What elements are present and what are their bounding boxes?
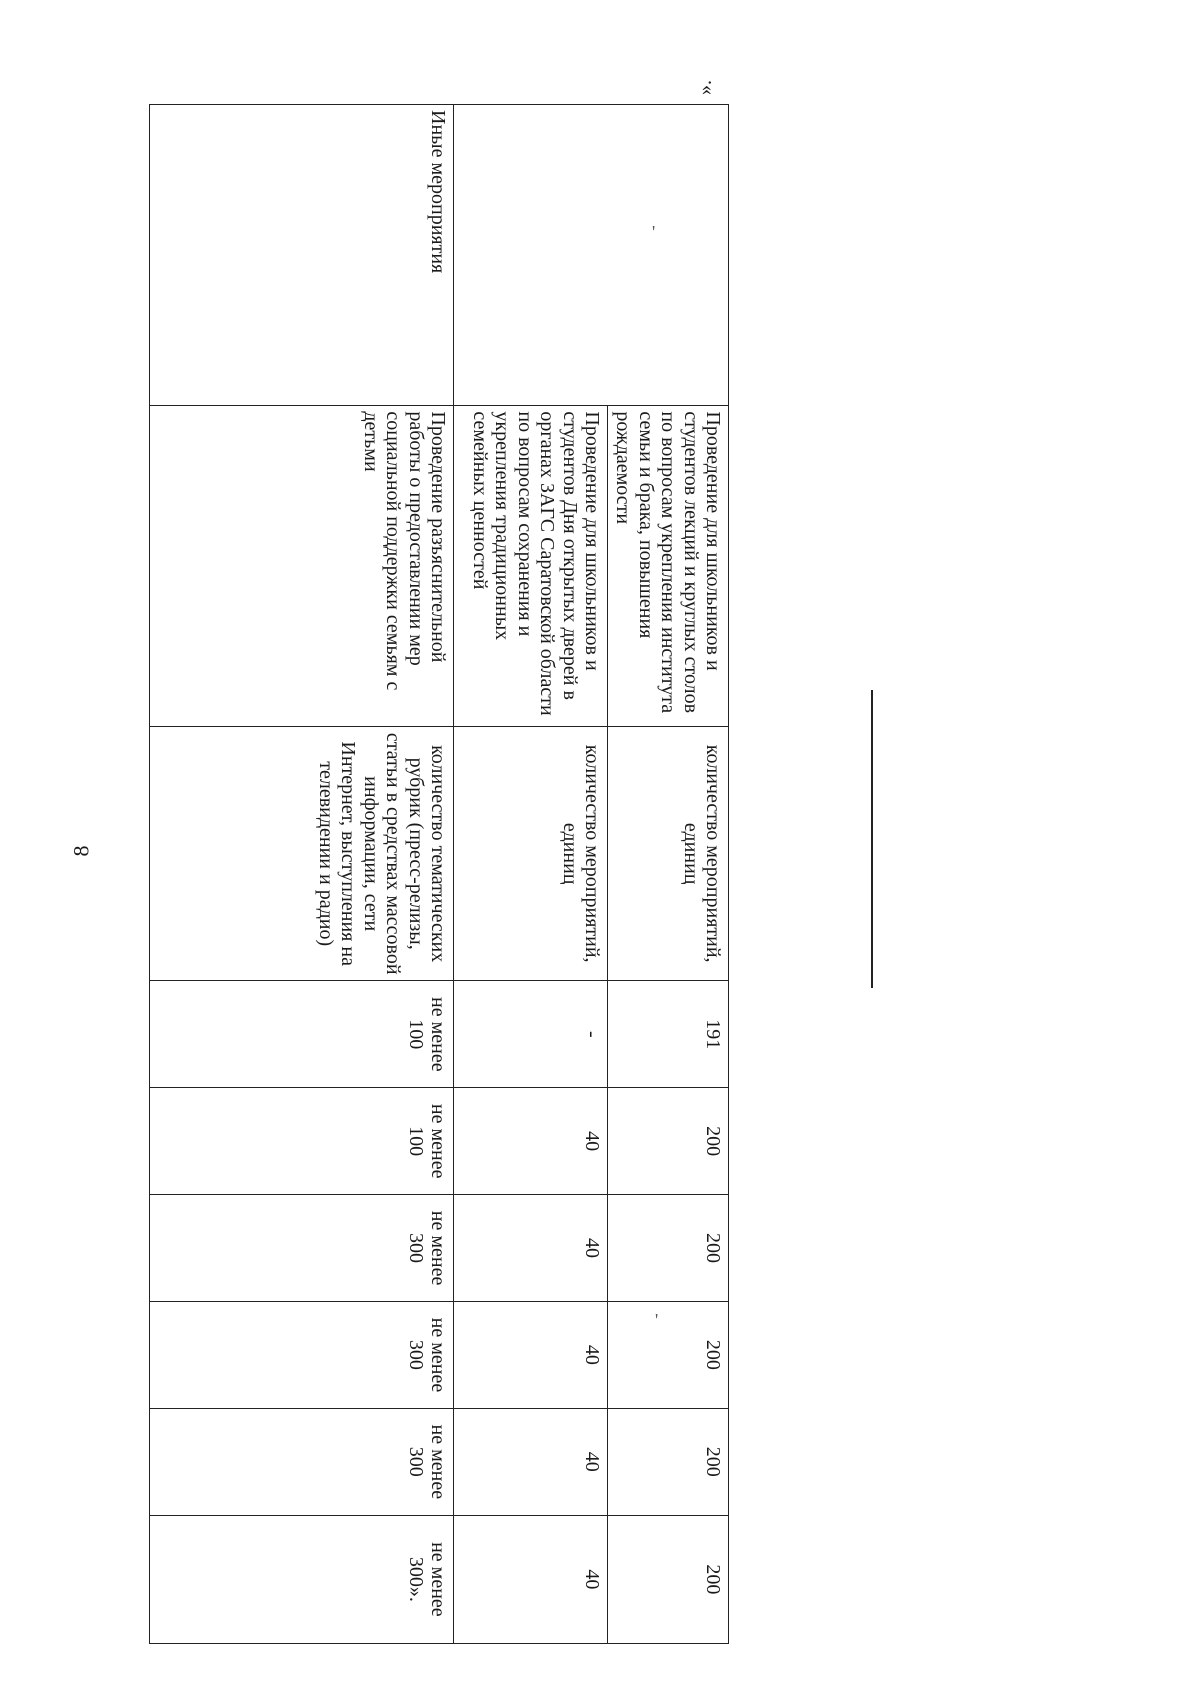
unit-cell: количество тематических рубрик (пресс-релизы, статьи в средствах массовой информации, сети Интернет, выступления на телевидении и радио) bbox=[150, 727, 454, 981]
rotated-table-container bbox=[167, 104, 729, 1644]
value-cell: 200 bbox=[608, 1301, 729, 1408]
unit-cell: количество мероприятий, единиц bbox=[454, 727, 608, 981]
value-cell: 40 bbox=[454, 1195, 608, 1302]
scan-artifact: ' bbox=[655, 1310, 659, 1330]
unit-cell: количество мероприятий, единиц bbox=[608, 727, 729, 981]
value-cell: 40 bbox=[454, 1301, 608, 1408]
value-cell: 200 bbox=[608, 1515, 729, 1643]
value-cell: не менее 100 bbox=[150, 1088, 454, 1195]
event-cell: Проведение разъяснительной работы о предоставлении мер социальной поддержки семьям с детьми bbox=[150, 406, 454, 727]
value-cell: 191 bbox=[608, 981, 729, 1088]
value-cell: не менее 100 bbox=[150, 981, 454, 1088]
events-table bbox=[149, 104, 729, 1644]
value-cell: 40 bbox=[454, 1408, 608, 1515]
value-cell: 200 bbox=[608, 1088, 729, 1195]
value-cell: не менее 300 bbox=[150, 1195, 454, 1302]
table-row bbox=[150, 105, 454, 1644]
event-cell: Проведение для школьников и студентов лекций и круглых столов по вопросам укрепления института семьи и брака, повышения рождаемости bbox=[608, 406, 729, 727]
value-cell: 40 bbox=[454, 1088, 608, 1195]
value-cell: 200 bbox=[608, 1408, 729, 1515]
scan-artifact: ' bbox=[652, 222, 656, 242]
section-cell bbox=[454, 105, 729, 406]
value-cell: не менее 300 bbox=[150, 1301, 454, 1408]
value-cell: - bbox=[454, 981, 608, 1088]
event-cell: Проведение для школьников и студентов Дня открытых дверей в органах ЗАГС Саратовской области по вопросам сохранения и укрепления традиционных семейных ценностей bbox=[454, 406, 608, 727]
value-cell: не менее 300 bbox=[150, 1408, 454, 1515]
page-number: 8 bbox=[68, 845, 94, 857]
table-row bbox=[608, 105, 729, 1644]
value-cell: не менее 300». bbox=[150, 1515, 454, 1643]
value-cell: 200 bbox=[608, 1195, 729, 1302]
separator-line bbox=[871, 690, 873, 988]
section-cell: Иные мероприятия bbox=[150, 105, 454, 406]
closing-quote-mark: ». bbox=[694, 80, 716, 95]
value-cell: 40 bbox=[454, 1515, 608, 1643]
